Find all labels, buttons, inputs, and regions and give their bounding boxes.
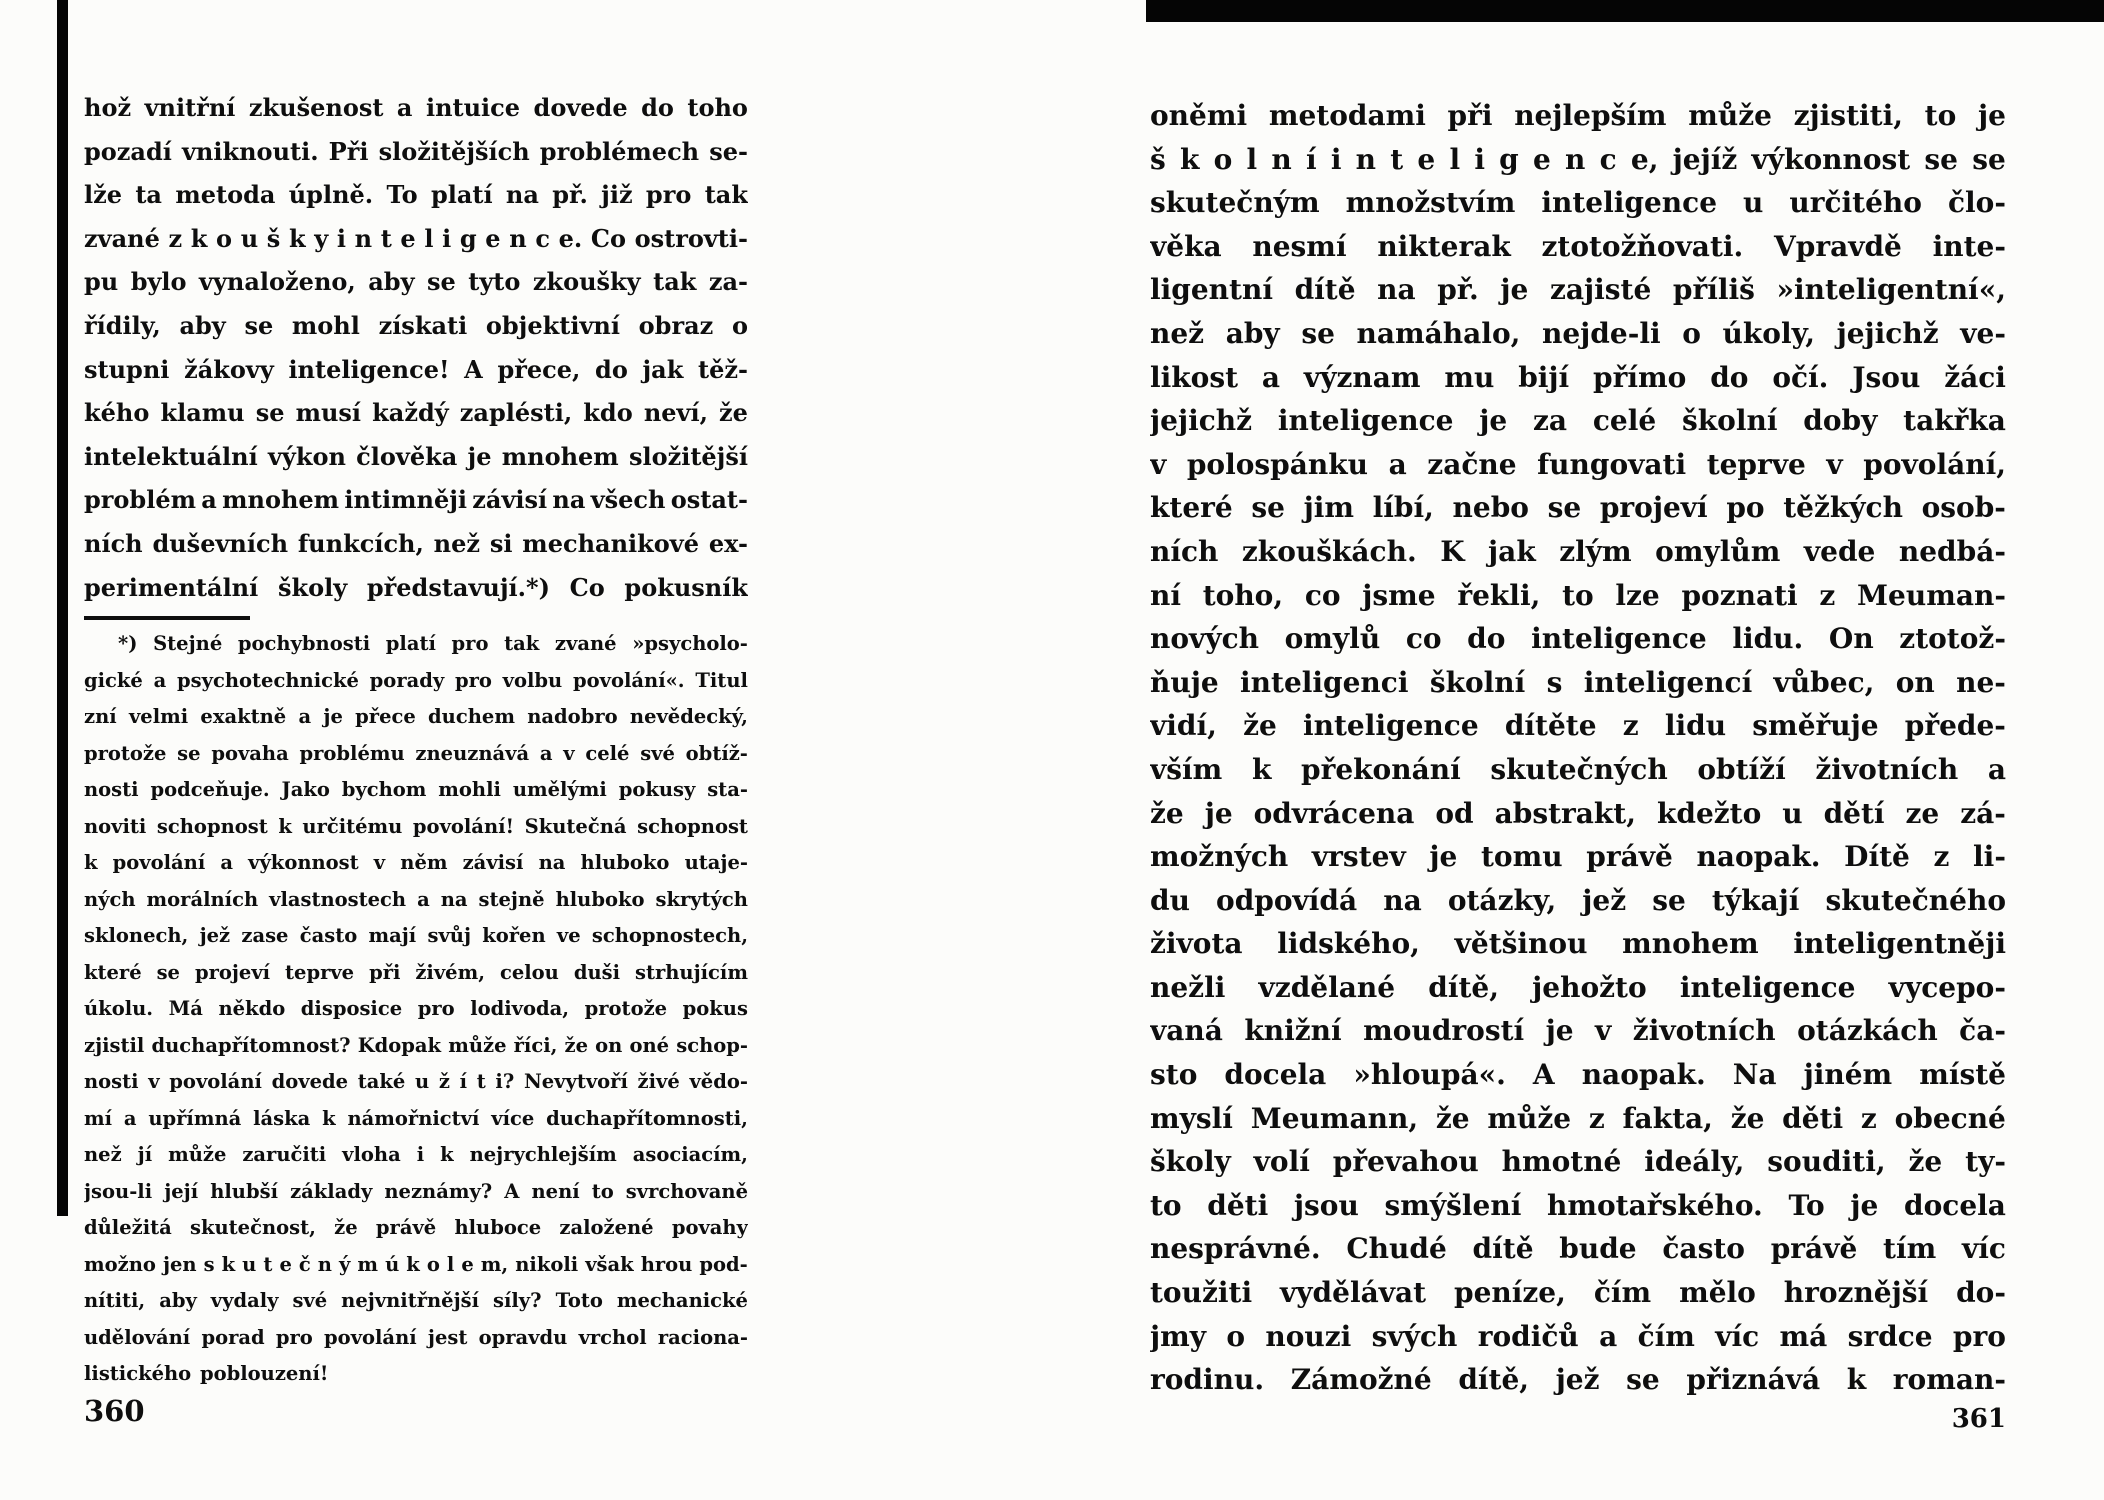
text-line: vším k překonání skutečných obtíží životních a [1150, 752, 2006, 786]
text-line: nesprávné. Chudé dítě bude často právě tím víc [1150, 1232, 2006, 1266]
text-line: úkolu. Má někdo disposice pro lodivoda, protože pokus [84, 997, 748, 1020]
text-line: nežli vzdělané dítě, jehožto inteligence vycepo- [1150, 970, 2006, 1004]
text-line: myslí Meumann, že může z fakta, že děti z obecné [1150, 1101, 2006, 1135]
text-line: možno jen s k u t e č n ý m ú k o l e m, nikoli však hrou pod- [84, 1252, 748, 1276]
text-line: pu bylo vynaloženo, aby se tyto zkoušky tak za- [84, 267, 748, 297]
left-page-body-text [84, 86, 748, 609]
text-line: gické a psychotechnické porady pro volbu povolání«. Titul [84, 668, 748, 692]
page-number-left: 360 [84, 1394, 145, 1428]
scan-edge-artifact-top [1146, 0, 2104, 22]
page-number-right: 361 [1951, 1404, 2006, 1434]
text-line: zní velmi exaktně a je přece duchem nadobro nevědecký, [84, 705, 748, 728]
text-line: řídily, aby se mohl získati objektivní obraz o [84, 310, 748, 340]
text-line: nových omylů co do inteligence lidu. On ztotož- [1150, 622, 2006, 656]
text-line: likost a význam mu bijí přímo do očí. Jsou žáci [1150, 360, 2006, 394]
text-line: noviti schopnost k určitému povolání! Skutečná schopnost [84, 814, 748, 838]
text-line: vaná knižní moudrostí je v životních otázkách ča- [1150, 1014, 2006, 1048]
text-line: v polospánku a začne fungovati teprve v povolání, [1150, 447, 2006, 481]
text-line: jejichž inteligence je za celé školní doby takřka [1150, 404, 2006, 438]
text-line: stupni žákovy inteligence! A přece, do jak těž- [84, 354, 748, 384]
text-line: ňuje inteligenci školní s inteligencí vůbec, on ne- [1150, 665, 2006, 699]
text-line: intelektuální výkon člověka je mnohem složitější [84, 441, 748, 471]
right-page-body-text [1150, 94, 2006, 1402]
text-line: zvané z k o u š k y i n t e l i g e n c e. Co ostrovti- [84, 223, 748, 253]
text-line: života lidského, většinou mnohem inteligentněji [1150, 927, 2006, 961]
text-line: *) Stejné pochybnosti platí pro tak zvané »psycholo- [118, 632, 748, 655]
text-line: skutečným množstvím inteligence u určitého člo- [1150, 186, 2006, 220]
text-line: sto docela »hloupá«. A naopak. Na jiném místě [1150, 1058, 2006, 1092]
text-line: nosti v povolání dovede také u ž í t i? Nevytvoří živé vědo- [84, 1070, 748, 1093]
text-line: jsou-li její hlubší základy neznámy? A není to svrchovaně [84, 1179, 748, 1203]
text-line: du odpovídá na otázky, jež se týkají skutečného [1150, 883, 2006, 917]
text-line: ligentní dítě na př. je zajisté příliš »inteligentní«, [1150, 273, 2006, 307]
text-line: perimentální školy představují.*) Co pokusník [84, 572, 748, 602]
text-line: nítiti, aby vydaly své nejvnitřnější síly? Toto mechanické [84, 1289, 748, 1312]
text-line: nosti podceňuje. Jako bychom mohli umělými pokusy sta- [84, 778, 748, 801]
text-line: jmy o nouzi svých rodičů a čím víc má srdce pro [1150, 1319, 2006, 1353]
left-page-footnote-text [84, 626, 748, 1393]
text-line: listického poblouzení! [84, 1362, 329, 1385]
text-line: možných vrstev je tomu právě naopak. Dítě z li- [1150, 840, 2006, 874]
text-line: mí a upřímná láska k námořnictví více duchapřítomnosti, [84, 1106, 748, 1130]
text-line: to děti jsou smýšlení hmotařského. To je docela [1150, 1188, 2006, 1222]
text-line: ních duševních funkcích, než si mechanikové ex- [84, 528, 748, 558]
text-line: kého klamu se musí každý zaplésti, kdo neví, že [84, 398, 748, 428]
scan-edge-artifact-left [57, 0, 68, 1216]
text-line: hož vnitřní zkušenost a intuice dovede do toho [84, 93, 748, 122]
text-line: které se jim líbí, nebo se projeví po těžkých osob- [1150, 491, 2006, 525]
text-line: než aby se namáhalo, nejde-li o úkoly, jejichž ve- [1150, 316, 2006, 350]
text-line: rodinu. Zámožné dítě, jež se přiznává k roman- [1150, 1363, 2006, 1397]
text-line: zjistil duchapřítomnost? Kdopak může říci, že on oné schop- [84, 1033, 748, 1057]
text-line: důležitá skutečnost, že právě hluboce založené povahy [84, 1216, 748, 1239]
text-line: pozadí vniknouti. Při složitějších problémech se- [84, 136, 748, 166]
text-line: k povolání a výkonnost v něm závisí na hluboko utaje- [84, 851, 748, 874]
text-line: oněmi metodami při nejlepším může zjistiti, to je [1150, 99, 2006, 132]
text-line: protože se povaha problému zneuznává a v celé své obtíž- [84, 741, 748, 765]
text-line: školy volí převahou hmotné ideály, souditi, že ty- [1150, 1145, 2006, 1179]
text-line: než jí může zaručiti vloha i k nejrychlejším asociacím, [84, 1143, 748, 1166]
text-line: š k o l n í i n t e l i g e n c e, jejíž výkonnost se se [1150, 142, 2006, 176]
text-line: které se projeví teprve při živém, celou duši strhujícím [84, 960, 748, 984]
text-line: vidí, že inteligence dítěte z lidu směřuje přede- [1150, 709, 2006, 743]
text-line: toužiti vydělávat peníze, čím mělo hroznější do- [1150, 1276, 2006, 1310]
text-line: sklonech, jež zase často mají svůj kořen ve schopnostech, [84, 924, 748, 947]
text-line: že je odvrácena od abstrakt, kdežto u dětí ze zá- [1150, 796, 2006, 830]
text-line: problém a mnohem intimněji závisí na všech ostat- [84, 485, 748, 515]
text-line: udělování porad pro povolání jest opravdu vrchol raciona- [84, 1325, 748, 1349]
text-line: ních zkouškách. K jak zlým omylům vede nedbá- [1150, 534, 2006, 568]
text-line: lže ta metoda úplně. To platí na př. již pro tak [84, 180, 748, 210]
text-line: ných morálních vlastnostech a na stejně hluboko skrytých [84, 887, 748, 911]
footnote-rule [84, 616, 250, 620]
text-line: věka nesmí nikterak ztotožňovati. Vpravdě inte- [1150, 229, 2006, 263]
text-line: ní toho, co jsme řekli, to lze poznati z Meuman- [1150, 578, 2006, 612]
